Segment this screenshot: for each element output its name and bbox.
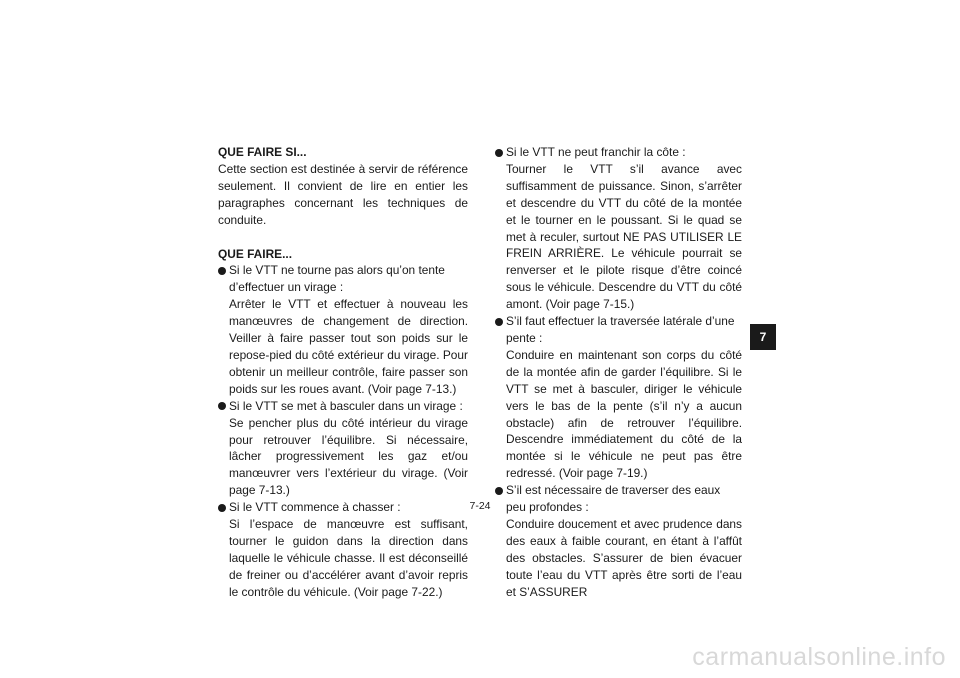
item-title: S’il faut effectuer la traversée latérale d’une pente : <box>506 314 735 345</box>
list-heading: QUE FAIRE... <box>218 246 292 261</box>
left-bullet-list <box>218 262 468 600</box>
item-body: Se pencher plus du côté intérieur du virage pour retrouver l’équilibre. Si nécessaire, lâcher progressivement les gaz et/ou manœuvrer vers l’extérieur du virage. (Voir page 7-13.) <box>229 415 468 498</box>
right-column <box>495 144 742 600</box>
chapter-tab: 7 <box>750 324 776 350</box>
section-heading: QUE FAIRE SI... <box>218 145 307 159</box>
item-body: Conduire en maintenant son corps du côté de la montée afin de garder l’équilibre. Si le VTT se met à basculer, diriger le véhicule vers le bas de la pente (s’il n’y a aucun obstacle) afin de retrouver l’équilibre. Descendre immédiatement du côté de la montée si le véhicule ne peut pas être redressé. (Voir page 7-19.) <box>506 347 742 481</box>
item-title: Si le VTT se met à basculer dans un virage : <box>229 398 463 413</box>
bullet-icon <box>218 402 226 410</box>
page-number: 7-24 <box>469 500 491 512</box>
list-item <box>218 499 468 600</box>
bullet-icon <box>218 267 226 275</box>
bullet-icon <box>495 487 503 495</box>
right-bullet-list <box>495 144 742 600</box>
bullet-icon <box>495 149 503 157</box>
intro-paragraph: Cette section est destinée à servir de référence seulement. Il convient de lire en entier les paragraphes concernant les techniques de conduite. <box>218 161 468 227</box>
item-title: Si le VTT commence à chasser : <box>229 500 401 515</box>
list-item <box>495 144 742 313</box>
item-title: Si le VTT ne peut franchir la côte : <box>506 145 686 159</box>
item-title: Si le VTT ne tourne pas alors qu’on tente d’effectuer un virage : <box>229 263 445 295</box>
watermark: carmanualsonline.info <box>692 643 946 671</box>
list-item <box>218 262 468 397</box>
left-column <box>218 144 468 601</box>
list-item <box>495 313 742 482</box>
list-item <box>218 398 468 499</box>
item-body: Conduire doucement et avec prudence dans des eaux à faible courant, en étant à l’affût des obstacles. S’assurer de bien évacuer toute l’eau du VTT après être sorti de l’eau et S’ASSURER <box>506 516 742 599</box>
bullet-icon <box>495 318 503 326</box>
item-body: Arrêter le VTT et effectuer à nouveau les manœuvres de changement de direction. Veiller à faire passer tout son poids sur le repose-pied du côté extérieur du virage. Pour obtenir un meilleur contrôle, faire passer son poids sur les roues avant. (Voir page 7-13.) <box>229 297 468 396</box>
item-title: S’il est nécessaire de traverser des eaux peu profondes : <box>506 483 721 515</box>
item-body: Tourner le VTT s’il avance avec suffisamment de puissance. Sinon, s’arrêter et descendre du VTT du côté de la montée et le tourner en le poussant. Si le quad se met à reculer, surtout NE PAS UTILISER LE FREIN ARRIÈRE. Le véhicule pourrait se renverser et le pilote risque d’être coincé sous le véhicule. Descendre du VTT du côté amont. (Voir page 7-15.) <box>506 161 742 312</box>
item-body: Si l’espace de manœuvre est suffisant, tourner le guidon dans la direction dans laquelle le véhicule chasse. Il est déconseillé de freiner ou d’accélérer avant d’avoir repris le contrôle du véhicule. (Voir page 7-22.) <box>229 517 468 599</box>
